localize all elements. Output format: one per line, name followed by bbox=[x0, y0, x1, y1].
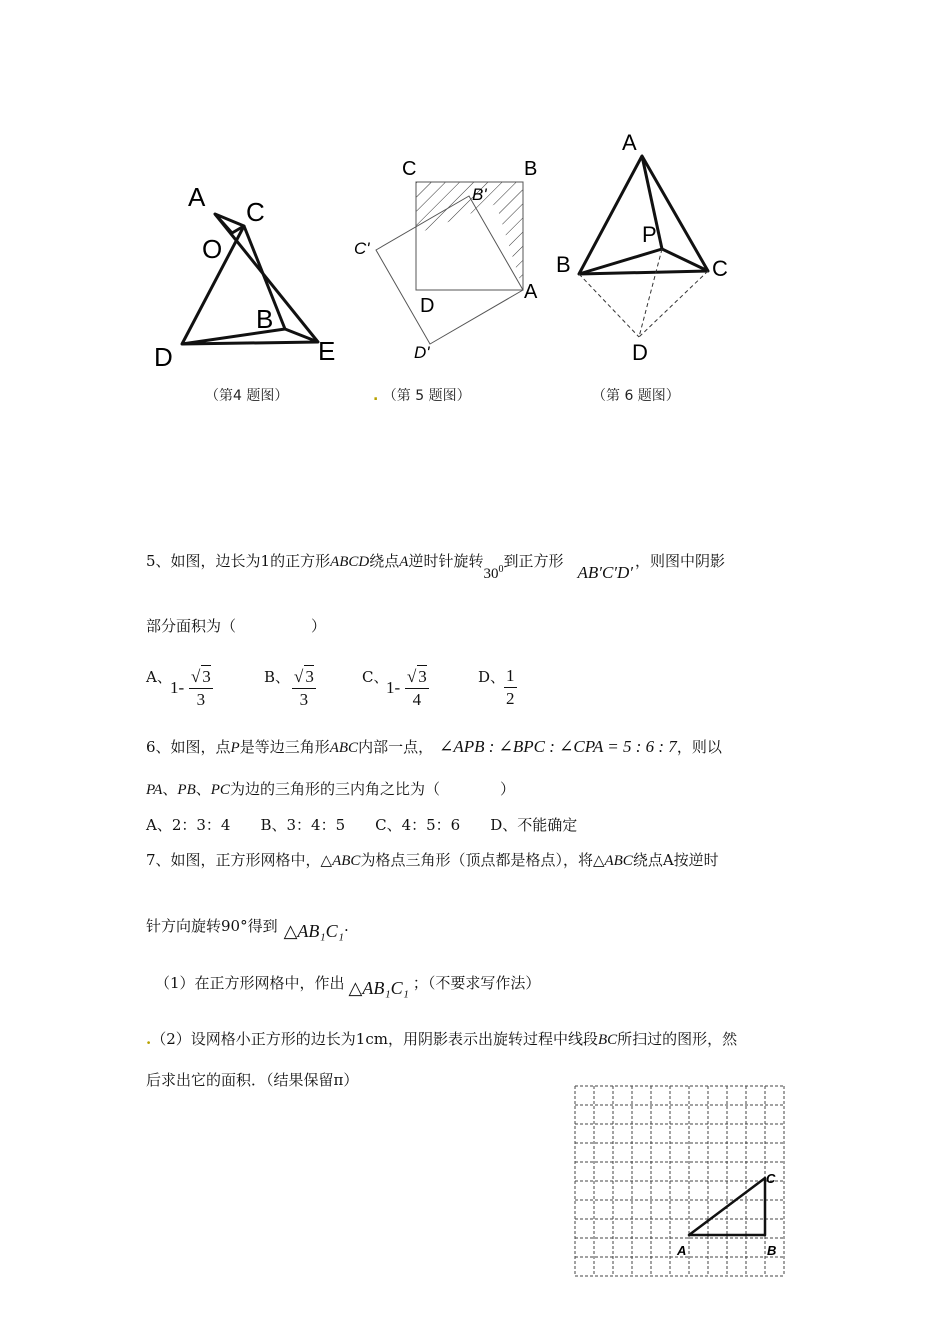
q5-line2: 部分面积为（ ） bbox=[146, 617, 327, 635]
fig4-label-d: D bbox=[154, 342, 173, 372]
option-d-expr: $\frac{1}{2}$ bbox=[506, 666, 515, 708]
fig4-label-a: A bbox=[188, 182, 206, 212]
dashed-pd bbox=[639, 249, 662, 337]
fig6-label-d: D bbox=[632, 340, 648, 365]
shaded-region bbox=[416, 182, 523, 290]
angle-30: $30^0$ bbox=[483, 564, 504, 582]
option-c-expr: 1- $\frac{√ 3}{4}$ bbox=[386, 667, 427, 709]
fig6-label-a: A bbox=[622, 130, 637, 155]
triangle-dbe bbox=[182, 329, 318, 344]
fig4-label-b: B bbox=[256, 304, 274, 334]
fig4-label-e: E bbox=[318, 336, 336, 366]
square-target: AB′C′D′ bbox=[577, 563, 634, 582]
fig6-label-b: B bbox=[556, 252, 571, 277]
q7-line2: 针方向旋转90°得到 △AB₁C₁. bbox=[146, 917, 349, 941]
grid-label-a: A bbox=[677, 1243, 687, 1258]
square-grid-figure bbox=[572, 1083, 788, 1279]
fig6-caption: （第 6 题图） bbox=[592, 388, 680, 404]
fig5-label-dp: D' bbox=[414, 343, 430, 362]
figure-6 bbox=[550, 120, 740, 370]
q6-options: A、2：3：4 B、3：4：5 C、4：5：6 D、不能确定 bbox=[146, 816, 578, 834]
fig4-caption: （第4 题图） bbox=[205, 388, 289, 404]
option-a-expr: 1- $\frac{√ 3}{3}$ bbox=[170, 667, 211, 709]
figure-5 bbox=[350, 150, 550, 365]
q7-line-last: 后求出它的面积．（结果保留π） bbox=[146, 1071, 359, 1089]
q7-line1: 7、如图，正方形网格中，△ABC为格点三角形（顶点都是格点），将△ABC绕点A按逆时 bbox=[146, 851, 719, 869]
grid-label-c: C bbox=[766, 1171, 776, 1186]
fig5-label-c: C bbox=[402, 158, 417, 180]
q6-line2: PA、PB、PC为边的三角形的三内角之比为（ ） bbox=[146, 780, 515, 798]
option-b-expr: $\frac{√ 3}{3}$ bbox=[294, 667, 314, 709]
q5-line1: 5、如图，边长为1的正方形ABCD绕点A逆时针旋转$30^0$到正方形AB′C′D′，则图中阴影 bbox=[146, 552, 726, 582]
q7-sub2: .（2）设网格小正方形的边长为1cm，用阴影表示出旋转过程中线段BC所扫过的图形，然 bbox=[146, 1030, 738, 1048]
fig6-label-p: P bbox=[642, 222, 657, 247]
figure-4 bbox=[140, 170, 360, 380]
q7-sub1: （1）在正方形网格中，作出 △AB₁C₁ ；（不要求写作法） bbox=[155, 974, 541, 998]
dashed-cd bbox=[639, 271, 708, 337]
fig6-label-c: C bbox=[712, 256, 728, 281]
fig4-label-c: C bbox=[246, 197, 265, 227]
fig5-label-bp: B' bbox=[472, 185, 487, 204]
stray-marker: . bbox=[373, 388, 379, 404]
fig4-label-o: O bbox=[202, 234, 223, 264]
dashed-bd bbox=[579, 274, 639, 337]
q6-line1: 6、如图，点P是等边三角形ABC内部一点， ∠APB : ∠BPC : ∠CPA = 5 : 6 : 7，则以 bbox=[146, 737, 722, 756]
fig5-label-b: B bbox=[524, 158, 538, 180]
fig5-caption: . （第 5 题图） bbox=[373, 388, 471, 404]
fig5-label-d: D bbox=[420, 295, 435, 317]
fig5-label-cp: C' bbox=[354, 239, 370, 258]
fig5-label-a: A bbox=[524, 281, 538, 303]
angle-ratio: ∠APB : ∠BPC : ∠CPA = 5 : 6 : 7 bbox=[439, 737, 677, 756]
grid-label-b: B bbox=[767, 1243, 777, 1258]
triangle-abc bbox=[579, 156, 708, 274]
